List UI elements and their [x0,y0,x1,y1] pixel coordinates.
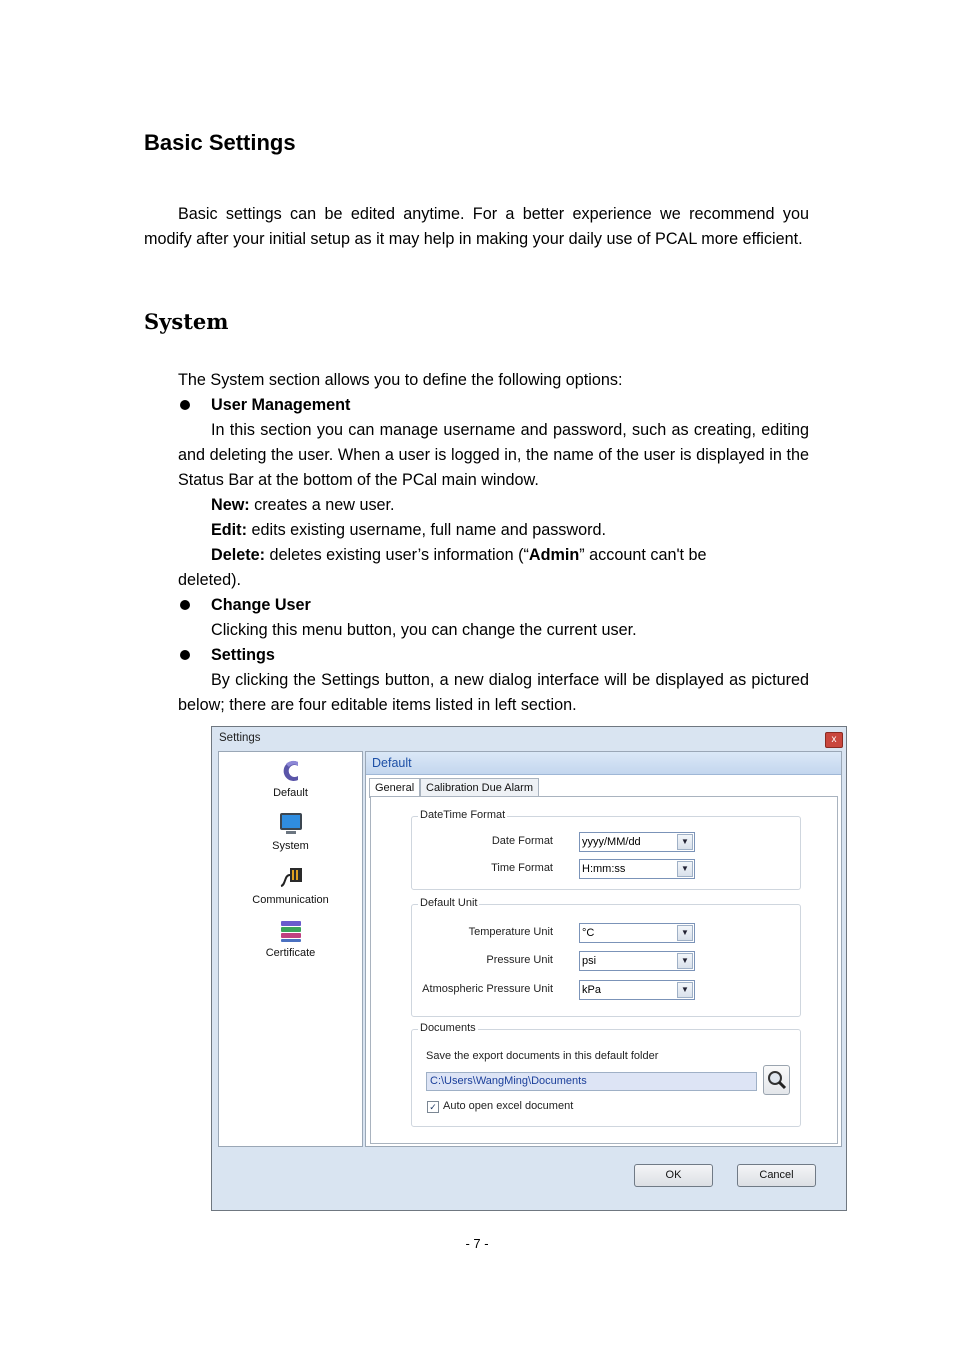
chevron-down-icon: ▼ [677,925,693,941]
temperature-unit-value: °C [582,927,595,939]
dialog-title: Settings [219,732,261,744]
bullet-icon [180,600,190,610]
delete-line [211,543,707,568]
pressure-unit-label: Pressure Unit [486,954,553,966]
nav-item-default[interactable] [219,758,362,799]
change-user-title-text: Change User [211,596,311,614]
chevron-down-icon: ▼ [677,861,693,877]
delete-label: Delete: [211,546,265,564]
settings-title [211,643,275,668]
atmospheric-pressure-unit-select[interactable] [579,980,695,1000]
settings-nav [218,751,363,1147]
date-format-select[interactable] [579,832,695,852]
nav-item-certificate[interactable] [219,918,362,959]
books-icon [278,918,304,944]
settings-dialog [211,726,847,1211]
documents-path-value: C:\Users\WangMing\Documents [430,1075,587,1087]
settings-desc: By clicking the Settings button, a new dialog interface will be displayed as pictured below; there are four editable items listed in left section. [178,671,809,714]
nav-label-system: System [272,840,309,852]
nav-label-communication: Communication [252,894,329,906]
pressure-unit-select[interactable] [579,951,695,971]
browse-folder-button[interactable] [763,1065,790,1095]
change-user-desc: Clicking this menu button, you can change the current user. [211,621,637,639]
delete-admin: Admin [528,546,580,564]
new-label: New: [211,496,250,514]
nav-label-default: Default [273,787,308,799]
nav-item-communication[interactable] [219,865,362,906]
cancel-button[interactable] [737,1164,816,1187]
ok-button[interactable] [634,1164,713,1187]
ok-button-label: OK [665,1169,682,1181]
edit-line [211,518,606,543]
edit-text: edits existing username, full name and password. [246,521,606,539]
date-format-label: Date Format [491,835,553,847]
date-format-value: yyyy/MM/dd [582,836,641,848]
delete-text-1: deletes existing user’s information (“ [264,546,529,564]
bullet-icon [180,650,190,660]
atmospheric-pressure-unit-label: Atmospheric Pressure Unit [422,983,553,995]
tab-general[interactable]: General [369,778,420,798]
time-format-value: H:mm:ss [582,863,626,875]
auto-open-label: Auto open excel document [443,1100,574,1112]
tab-content [370,796,838,1144]
bullet-icon [180,400,190,410]
atmospheric-pressure-unit-value: kPa [582,984,601,996]
temperature-unit-label: Temperature Unit [468,926,553,938]
documents-path-input[interactable] [426,1072,757,1091]
monitor-icon [278,811,304,837]
close-button[interactable]: x [825,732,843,748]
delete-text-2: ” account can't be [579,546,707,564]
delete-line-cont: deleted). [178,571,241,589]
page-number: - 7 - [465,1236,489,1251]
settings-panel [365,751,842,1147]
save-folder-text: Save the export documents in this default folder [426,1050,659,1062]
panel-header [366,752,841,775]
default-unit-group-label: Default Unit [420,897,478,909]
default-unit-group [411,897,801,1017]
time-format-select[interactable] [579,859,695,879]
panel-title: Default [372,756,412,770]
nav-item-system[interactable] [219,811,362,852]
datetime-group [411,809,801,890]
heading-system: System [144,309,229,334]
tab-calibration-due-alarm[interactable]: Calibration Due Alarm [420,778,539,797]
chevron-down-icon: ▼ [677,834,693,850]
magnifier-icon [764,1066,789,1094]
intro-paragraph: Basic settings can be edited anytime. For a better experience we recommend you modify after your initial setup as it may help in making your daily use of PCAL more efficient. [144,205,809,248]
user-mgmt-title [211,393,350,418]
chevron-down-icon: ▼ [677,982,693,998]
new-line [211,493,395,518]
user-mgmt-desc: In this section you can manage username and password, such as creating, editing and deleting the user. When a user is logged in, the name of the user is displayed in the Status Bar at the bottom of the PCal main window. [178,421,809,489]
new-text: creates a new user. [249,496,395,514]
edit-label: Edit: [211,521,247,539]
pressure-unit-value: psi [582,955,597,967]
connector-icon [278,865,304,891]
chevron-down-icon: ▼ [677,953,693,969]
system-intro: The System section allows you to define the following options: [178,371,623,389]
cancel-button-label: Cancel [759,1169,794,1181]
heading-basic-settings: Basic Settings [144,130,296,155]
change-user-title [211,593,311,618]
datetime-group-label: DateTime Format [420,809,506,821]
default-icon [278,758,304,784]
documents-group-label: Documents [420,1022,476,1034]
settings-title-text: Settings [211,646,275,664]
time-format-label: Time Format [491,862,553,874]
temperature-unit-select[interactable] [579,923,695,943]
user-mgmt-title-text: User Management [211,396,351,414]
documents-group [411,1022,801,1127]
nav-label-certificate: Certificate [265,947,316,959]
auto-open-checkbox[interactable]: ✓ [427,1101,439,1113]
